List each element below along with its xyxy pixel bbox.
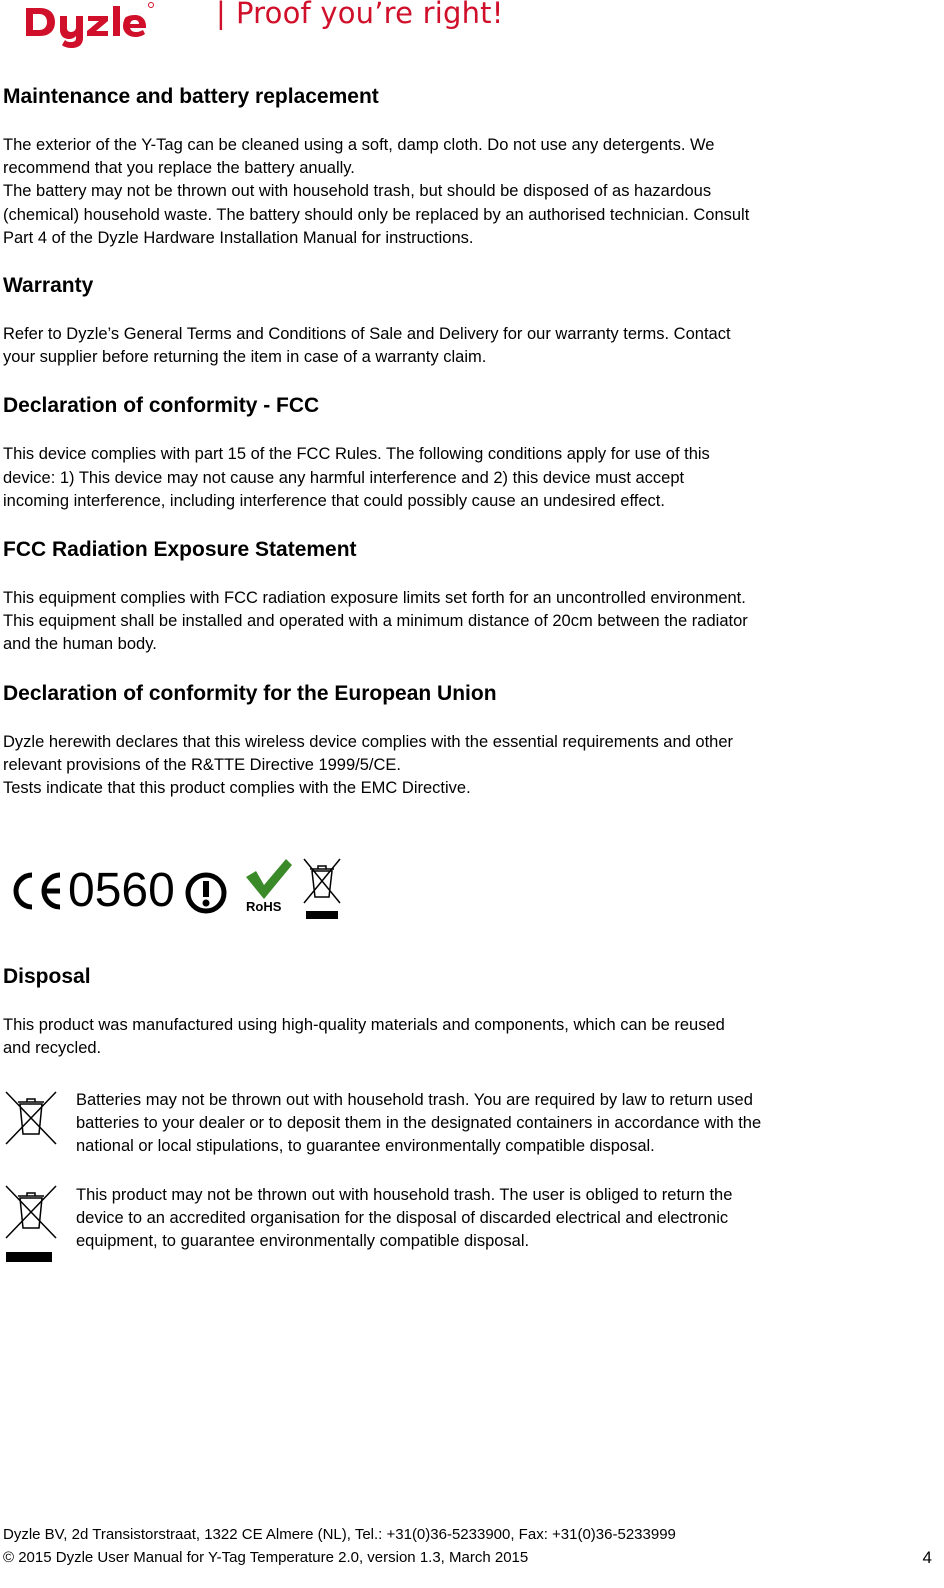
section-title-eu: Declaration of conformity for the European Union: [3, 681, 497, 705]
section-body-warranty: [3, 323, 935, 369]
ce-mark-icon: [8, 869, 66, 913]
paragraph-line: This equipment shall be installed and operated with a minimum distance of 20cm between the radiator: [3, 612, 748, 631]
section-body-eu: [3, 731, 935, 801]
crossed-bin-battery-icon: [0, 1088, 60, 1148]
paragraph-line: This product was manufactured using high-quality materials and components, which can be reused: [3, 1016, 725, 1034]
paragraph-line: Refer to Dyzle’s General Terms and Conditions of Sale and Delivery for our warranty terms. Contact: [3, 325, 731, 344]
paragraph-line: incoming interference, including interference that could possibly cause an undesired effect.: [3, 491, 665, 510]
section-title-warranty: Warranty: [3, 274, 94, 298]
paragraph-line: recommend that you replace the battery anually.: [3, 159, 355, 178]
paragraph-line: Dyzle herewith declares that this wireless device complies with the essential requirements and other: [3, 732, 734, 751]
tagline: [216, 0, 504, 30]
rohs-label: RoHS: [246, 899, 282, 913]
battery-disposal-line: national or local stipulations, to guarantee environmentally compatible disposal.: [76, 1137, 655, 1155]
page-number: 4: [922, 1548, 932, 1567]
paragraph-line: Tests indicate that this product complies with the EMC Directive.: [3, 779, 471, 798]
section-title-fcc: Declaration of conformity - FCC: [3, 394, 320, 418]
product-disposal-line: device to an accredited organisation for the disposal of discarded electrical and electronic: [76, 1209, 729, 1227]
page-header: [22, 0, 504, 52]
paragraph-line: Part 4 of the Dyzle Hardware Installation Manual for instructions.: [3, 228, 474, 247]
main-content: [3, 84, 935, 800]
weee-bin-icon: [302, 857, 342, 921]
paragraph-line: This equipment complies with FCC radiation exposure limits set forth for an uncontrolled environment.: [3, 589, 746, 608]
tagline-text: Proof you’re right!: [235, 0, 504, 30]
battery-disposal-line: Batteries may not be thrown out with household trash. You are required by law to return used: [76, 1091, 753, 1109]
section-title-maintenance: Maintenance and battery replacement: [3, 85, 379, 108]
product-disposal-line: This product may not be thrown out with household trash. The user is obliged to return the: [76, 1186, 733, 1204]
battery-disposal-line: batteries to your dealer or to deposit them in the designated containers in accordance with the: [76, 1114, 762, 1132]
section-title-disposal: Disposal: [3, 965, 91, 988]
paragraph-line: device: 1) This device may not cause any harmful interference and 2) this device must accept: [3, 468, 685, 487]
paragraph-line: relevant provisions of the R&TTE Directive 1999/5/CE.: [3, 755, 402, 774]
paragraph-line: and the human body.: [3, 635, 157, 654]
paragraph-line: This device complies with part 15 of the FCC Rules. The following conditions apply for use of this: [3, 445, 710, 464]
ce-notified-body-number: 0560: [68, 864, 175, 917]
tagline-separator: |: [216, 0, 226, 30]
alert-class-2-icon: [184, 871, 228, 915]
dyzle-logo: [22, 0, 200, 48]
footer-address: Dyzle BV, 2d Transistorstraat, 1322 CE Almere (NL), Tel.: +31(0)36-5233900, Fax: +31(0)36-5233999: [3, 1526, 676, 1543]
disposal-section: [3, 964, 935, 1060]
certification-logos: [8, 855, 348, 925]
logo-text: Dyzle: [22, 0, 25, 1]
section-body-maintenance: [3, 134, 935, 250]
paragraph-line: The battery may not be thrown out with household trash, but should be disposed of as hazardous: [3, 182, 712, 201]
section-body-fcc: [3, 443, 935, 513]
section-body-radiation: [3, 587, 935, 657]
paragraph-line: The exterior of the Y-Tag can be cleaned using a soft, damp cloth. Do not use any detergents. We: [3, 136, 715, 154]
paragraph-line: your supplier before returning the item in case of a warranty claim.: [3, 348, 487, 367]
paragraph-line: (chemical) household waste. The battery should only be replaced by an authorised technician. Consult: [3, 205, 750, 224]
crossed-bin-weee-icon: [0, 1182, 60, 1264]
disposal-intro: [3, 1014, 935, 1060]
footer-copyright: © 2015 Dyzle User Manual for Y-Tag Temperature 2.0, version 1.3, March 2015: [3, 1549, 529, 1566]
page-footer: [3, 1523, 935, 1569]
product-disposal-line: equipment, to guarantee environmentally compatible disposal.: [76, 1232, 530, 1250]
paragraph-line: and recycled.: [3, 1039, 102, 1058]
section-title-radiation: FCC Radiation Exposure Statement: [3, 538, 357, 562]
rohs-check-icon: [242, 859, 294, 913]
